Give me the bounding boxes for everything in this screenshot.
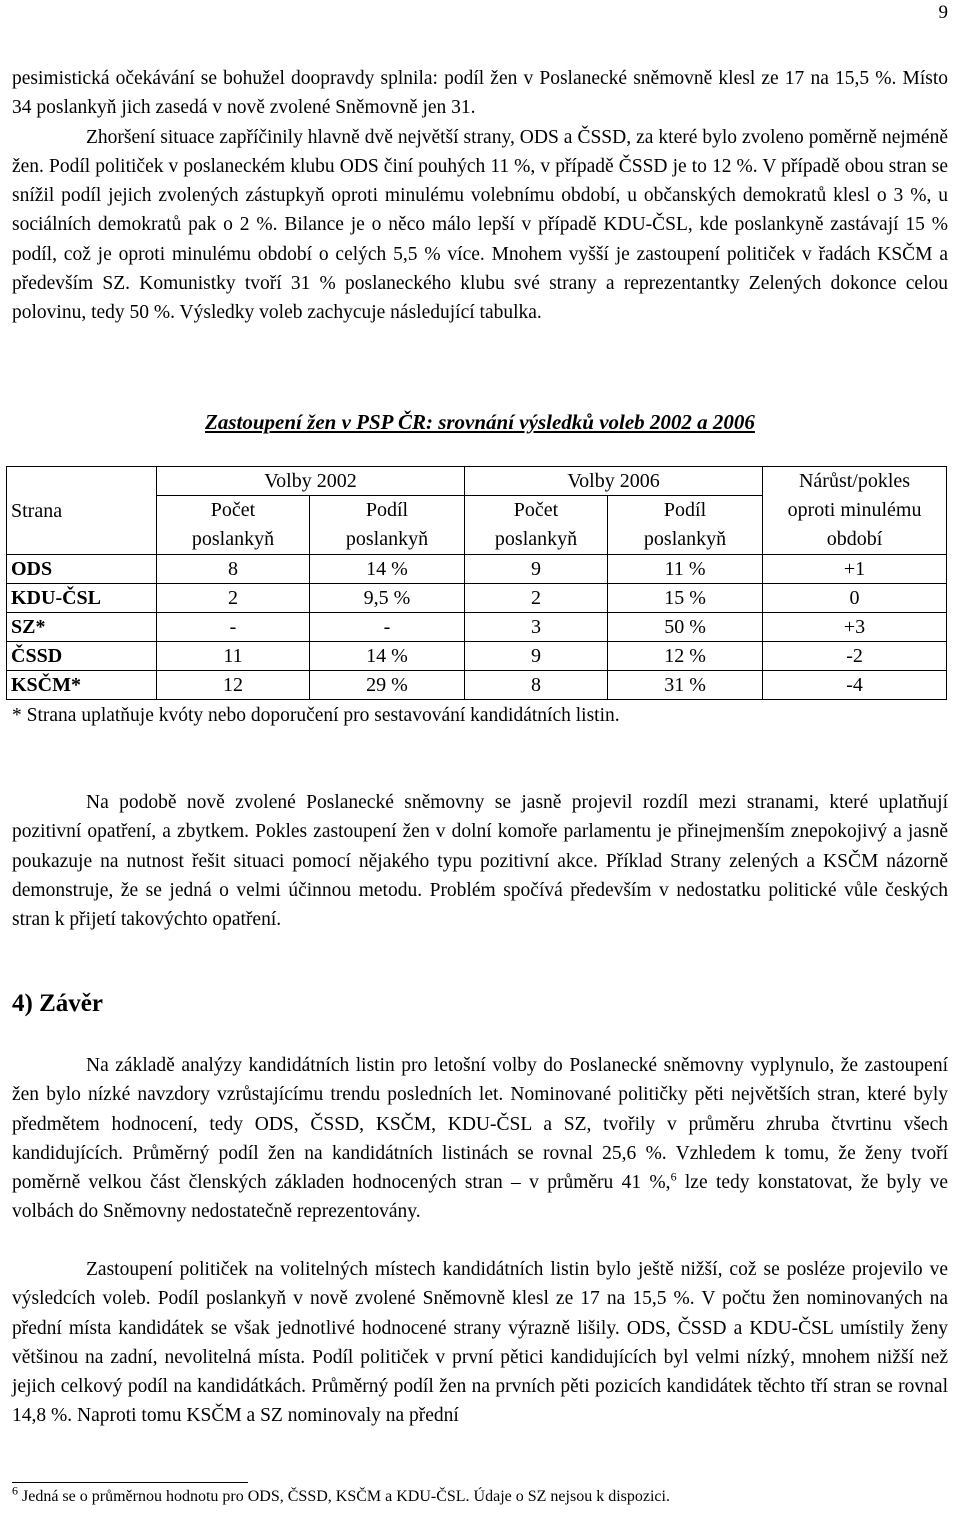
party-name: KDU-ČSL [7, 584, 157, 613]
footnote-number: 6 [12, 1483, 18, 1498]
column-header-count-2002 [157, 496, 310, 555]
count-2006: 9 [465, 555, 608, 584]
table-row [7, 613, 947, 642]
footnote [12, 1483, 670, 1506]
share-2006: 12 % [608, 642, 763, 671]
page-number: 9 [938, 2, 948, 23]
paragraph-electable-positions: Zastoupení političek na volitelných místech kandidátních listin bylo ještě nižší, což se posléze projevilo ve výsledcích voleb. Podíl poslankyň v nově zvolené Sněmovně klesl ze 17 na 15,5 %. V počtu žen nominovaných na přední místa kandidátek se však jednotlivé hodnocené strany výrazně lišily. ODS, ČSSD a KDU-ČSL umístily ženy většinou na zadní, nevolitelná místa. Podíl političek v první pětici kandidujících byl velmi nízký, mnohem nižší než jejich celkový podíl na kandidátkách. Průměrný podíl žen na prvních pěti pozicích kandidátek těchto tří stran se rovnal 14,8 %. Naproti tomu KSČM a SZ nominovaly na přední [12, 1259, 948, 1427]
table-row [7, 671, 947, 700]
party-name: ODS [7, 555, 157, 584]
column-header-text: poslankyň [494, 528, 578, 550]
column-header-share-2006 [608, 496, 763, 555]
share-2002: 14 % [310, 555, 465, 584]
table-header-row [7, 467, 947, 496]
column-header-text: poslankyň [191, 528, 275, 550]
count-2006: 9 [465, 642, 608, 671]
section-heading: 4) Závěr [12, 990, 103, 1017]
count-2002: 8 [157, 555, 310, 584]
paragraph-text: pesimistická očekávání se bohužel doopravdy splnila: podíl žen v Poslanecké sněmovně klesl ze 17 na 15,5 %. Místo 34 poslankyň jich zasedá v nově zvolené Sněmovně jen 31. [12, 68, 948, 119]
count-2002: 11 [157, 642, 310, 671]
share-2006: 31 % [608, 671, 763, 700]
party-name: ČSSD [7, 642, 157, 671]
footnote-reference: 6 [670, 1169, 677, 1184]
footnote-divider [12, 1482, 248, 1483]
column-header-count-2006 [465, 496, 608, 555]
party-name: KSČM* [7, 671, 157, 700]
paragraph-results-intro [12, 64, 948, 328]
change-value: -4 [763, 671, 947, 700]
paragraph-positive-measures: Na podobě nově zvolené Poslanecké sněmovny se jasně projevil rozdíl mezi stranami, které uplatňují pozitivní opatření, a zbytkem. Pokles zastoupení žen v dolní komoře parlamentu je přinejmenším znepokojivý a jasně poukazuje na nutnost řešit situaci pomocí nějakého typu pozitivní akce. Příklad Strany zelených a KSČM názorně demonstruje, že se jedná o velmi účinnou metodu. Problém spočívá především v nedostatku politické vůle českých stran k přijetí takovýchto opatření. [12, 792, 948, 931]
column-header-change [763, 467, 947, 555]
party-name: SZ* [7, 613, 157, 642]
table-row [7, 584, 947, 613]
table-row [7, 642, 947, 671]
column-header-share-2002 [310, 496, 465, 555]
share-2002: - [310, 613, 465, 642]
results-table [6, 466, 947, 700]
count-2002: 12 [157, 671, 310, 700]
column-header-text: Podíl [663, 499, 707, 521]
share-2006: 50 % [608, 613, 763, 642]
table-note: * Strana uplatňuje kvóty nebo doporučení pro sestavování kandidátních listin. [12, 705, 620, 726]
column-header-strana: Strana [7, 467, 157, 555]
share-2002: 29 % [310, 671, 465, 700]
column-header-text: Podíl [365, 499, 409, 521]
table-title: Zastoupení žen v PSP ČR: srovnání výsledků voleb 2002 a 2006 [205, 410, 755, 434]
share-2006: 15 % [608, 584, 763, 613]
column-header-text: Počet [210, 499, 256, 521]
paragraph-text: lze tedy konstatovat, že byly ve volbách do Sněmovny nedostatečně reprezentovány. [12, 1172, 949, 1223]
column-header-text: oproti minulému [787, 499, 922, 521]
paragraph-conclusion-analysis [12, 1051, 948, 1227]
count-2002: 2 [157, 584, 310, 613]
count-2006: 8 [465, 671, 608, 700]
paragraph-text: Zhoršení situace zapříčinily hlavně dvě největší strany, ODS a ČSSD, za které bylo zvoleno poměrně nejméně žen. Podíl političek v poslaneckém klubu ODS činí pouhých 11 %, v případě ČSSD je to 12 %. V případě obou stran se snížil podíl jejich zvolených zástupkyň oproti minulému volebnímu období, u občanských demokratů klesl o 3 %, u sociálních demokratů pak o 2 %. Bilance je o něco málo lepší v případě KDU-ČSL, kde poslankyně zastávají 15 % podíl, což je oproti minulému období o celých 5,5 % více. Mnohem vyšší je zastoupení političek v řadách KSČM a především SZ. Komunistky tvoří 31 % poslaneckého klubu své strany a reprezentantky Zelených dokonce celou polovinu, tedy 50 %. Výsledky voleb zachycuje následující tabulka. [12, 126, 948, 324]
column-group-2002: Volby 2002 [157, 467, 465, 496]
count-2006: 3 [465, 613, 608, 642]
column-header-text: období [826, 528, 883, 550]
table-row [7, 555, 947, 584]
count-2002: - [157, 613, 310, 642]
column-header-text: poslankyň [345, 528, 429, 550]
column-header-text: Počet [513, 499, 559, 521]
change-value: -2 [763, 642, 947, 671]
change-value: +3 [763, 613, 947, 642]
column-header-text: Nárůst/pokles [798, 470, 911, 492]
change-value: 0 [763, 584, 947, 613]
column-header-text: poslankyň [643, 528, 727, 550]
count-2006: 2 [465, 584, 608, 613]
footnote-text: Jedná se o průměrnou hodnotu pro ODS, ČSSD, KSČM a KDU-ČSL. Údaje o SZ nejsou k dispozici. [18, 1488, 670, 1505]
change-value: +1 [763, 555, 947, 584]
column-group-2006: Volby 2006 [465, 467, 763, 496]
share-2002: 9,5 % [310, 584, 465, 613]
share-2002: 14 % [310, 642, 465, 671]
paragraph-text: Na základě analýzy kandidátních listin pro letošní volby do Poslanecké sněmovny vyplynulo, že zastoupení žen bylo nízké navzdory vzrůstajícímu trendu posledních let. Nominované političky pěti největších stran, které byly předmětem hodnocení, tedy ODS, ČSSD, KSČM, KDU-ČSL a SZ, tvořily v průměru zhruba čtvrtinu všech kandidujících. Průměrný podíl žen na kandidátních listinách se rovnal 25,6 %. Vzhledem k tomu, že ženy tvoří poměrně velkou část členských základen hodnocených stran – v průměru 41 %, [12, 1055, 948, 1194]
share-2006: 11 % [608, 555, 763, 584]
